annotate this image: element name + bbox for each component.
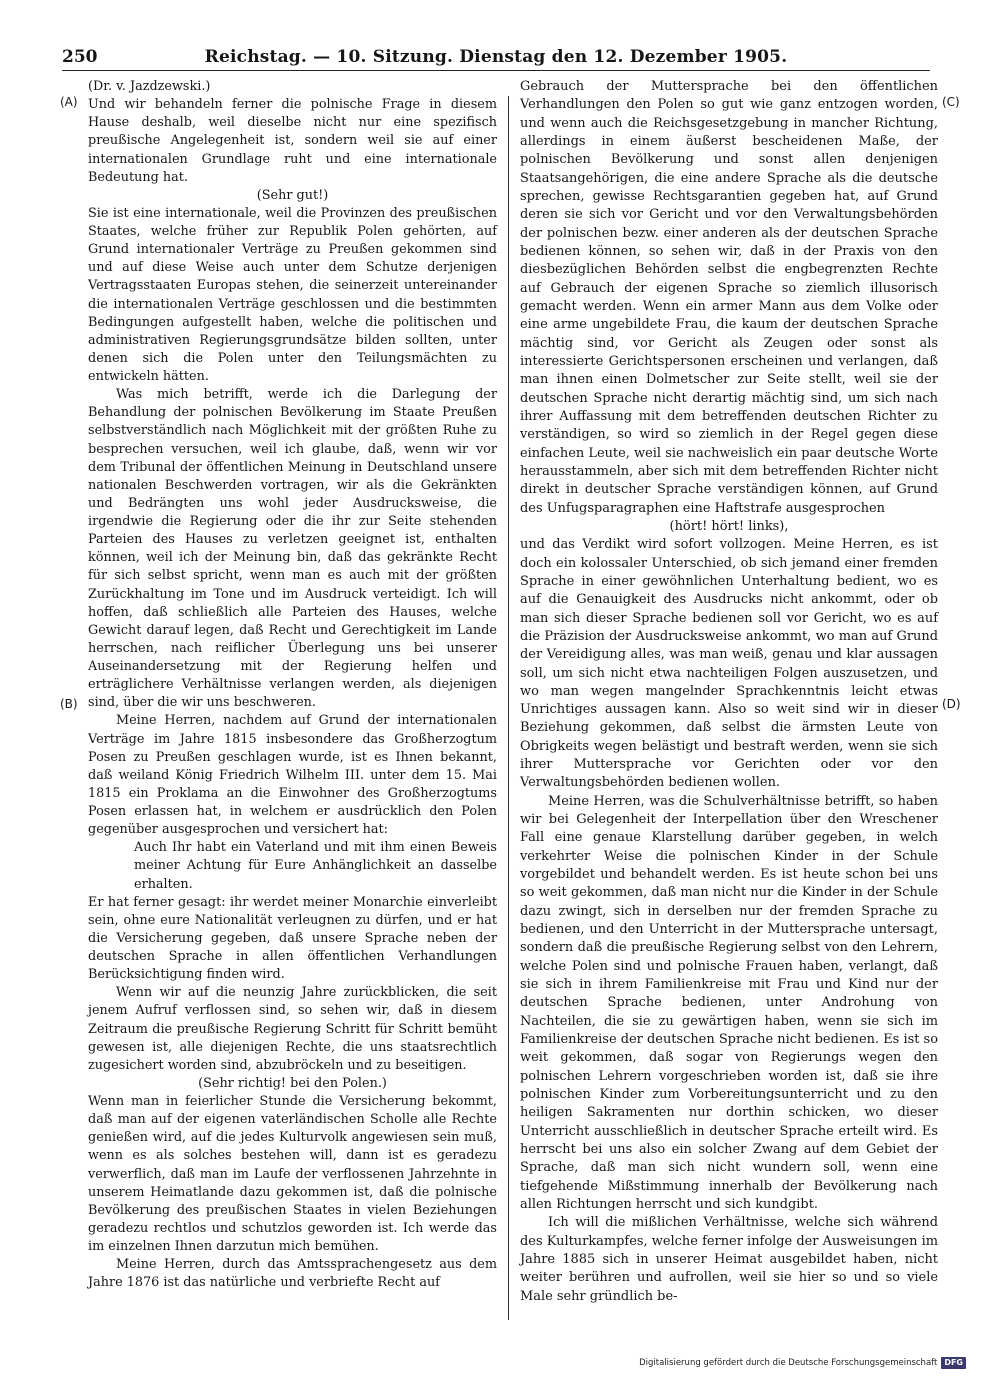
interjection: (hört! hört! links), <box>669 518 789 534</box>
paragraph: Er hat ferner gesagt: ihr werdet meiner Monarchie einverleibt sein, ohne eure Nationalität verleugnen zu dürfen, und er hat die Versicherung gegeben, daß unsere Sprache neben der deutschen Sprache in allen öffentlichen Verhandlungen Berücksichtigung finden wird. <box>88 894 497 983</box>
block-quote: Auch Ihr habt ein Vaterland und mit ihm einen Beweis meiner Achtung für Eure Anhänglichkeit an dasselbe erhalten. <box>134 840 497 892</box>
speaker-label: (Dr. v. Jazdzewski.) <box>88 79 211 94</box>
paragraph: Ich will die mißlichen Verhältnisse, welche sich während des Kulturkampfes, welche ferner infolge der Ausweisungen im Jahre 1885 sich in unserer Heimat ausgebildet haben, nicht weiter berühren und aufrollen, weil sie hier so und so viele Male sehr gründlich be- <box>520 1215 938 1304</box>
running-title: Reichstag. — 10. Sitzung. Dienstag den 12. Dezember 1905. <box>204 47 788 67</box>
paragraph: Was mich betrifft, werde ich die Darlegung der Behandlung der polnischen Bevölkerung im Staate Preußen selbstverständlich nach Möglichkeit mit der größten Ruhe zu besprechen versuchen, weil ich glaube, daß, wenn wir vor dem Tribunal der öffentlichen Meinung in Deutschland unsere nationalen Beschwerden vortragen, wir als die Gekränkten und Bedrängten uns wohl jeder Ausdrucksweise, die irgendwie die Regierung oder die ihr zur Seite stehenden Parteien des Hauses zu verletzen geeignet ist, enthalten können, weil ich der Meinung bin, daß das gekränkte Recht für sich selbst spricht, wenn man es auch mit der größten Zurückhaltung im Tone und im Ausdruck verteidigt. Ich will hoffen, daß schließlich alle Parteien des Hauses, welche Gewicht darauf legen, daß Recht und Gerechtigkeit im Lande herrschen, nach reiflicher Überlegung uns bei unserer Auseinandersetzung mit der Regierung helfen und erträglichere Verhältnisse verlangen werden, als diejenigen sind, über die wir uns beschweren. <box>88 387 497 711</box>
page-header <box>62 46 930 68</box>
paragraph: Meine Herren, durch das Amtssprachengesetz aus dem Jahre 1876 ist das natürliche und verbriefte Recht auf <box>88 1257 497 1291</box>
page-number: 250 <box>62 47 98 67</box>
paragraph: und das Verdikt wird sofort vollzogen. Meine Herren, es ist doch ein kolossaler Unterschied, ob sich jemand einer fremden Sprache in einer gewöhnlichen Unterhaltung bedient, wo es auf die Genauigkeit des Ausdrucks nicht ankommt, oder ob man sich dieser Sprache bedienen soll vor Gericht, wo es auf die Präzision der Ausdrucksweise ankommt, wo man auf Grund der Vereidigung alles, was man weiß, genau und klar aussagen soll, um sich nicht etwa nachteiligen Folgen auszusetzen, und wo man wegen mangelnder Sprachkenntnis leicht etwas Unrichtiges aussagen kann. Also so weit sind wir in dieser Beziehung gekommen, daß selbst die ärmsten Leute von Obrigkeits wegen belästigt und bestraft werden, wenn sie sich ihrer Muttersprache vor Gerichten oder vor den Verwaltungsbehörden bedienen wollen. <box>520 537 938 791</box>
credit-text: Digitalisierung gefördert durch die Deutsche Forschungsgemeinschaft <box>639 1358 938 1368</box>
dfg-logo: DFG <box>941 1357 966 1369</box>
interjection: (Sehr gut!) <box>256 187 329 203</box>
digitization-credit <box>639 1355 966 1371</box>
paragraph: Wenn man in feierlicher Stunde die Versicherung bekommt, daß man auf der eigenen vaterländischen Scholle alle Rechte genießen wird, auf die jedes Kulturvolk angewiesen sein muß, wenn es als solches bestehen will, dann ist es geradezu verwerflich, daß man im Laufe der verflossenen Jahrzehnte in unserem Heimatlande dazu gekommen ist, daß die polnische Bevölkerung des preußischen Staates in vielen Beziehungen geradezu rechtlos und schutzlos geworden ist. Ich werde das im einzelnen Ihnen darzutun mich bemühen. <box>88 1094 497 1254</box>
paragraph: Sie ist eine internationale, weil die Provinzen des preußischen Staates, welche früher zur Republik Polen gehörten, auf Grund internationaler Verträge zu Preußen gekommen sind und auf diese Weise auch unter dem Schutze derjenigen Vertragsstaaten Europas stehen, die seinerzeit untereinander die internationalen Verträge geschlossen und die bestimmten Bedingungen aufgestellt haben, welche die politischen und administrativen Regierungsgrundsätze bilden sollten, unter denen sich die Polen unter den Teilungsmächten zu entwickeln hätten. <box>88 205 497 384</box>
paragraph: Gebrauch der Muttersprache bei den öffentlichen Verhandlungen den Polen so gut wie ganz entzogen worden, und wenn auch die Reichsgesetzgebung in mancher Richtung, allerdings in einem äußerst bescheidenen Maße, der polnischen Bevölkerung und sonst allen denjenigen Staatsangehörigen, die eine andere Sprache als die deutsche sprechen, gewisse Rechtsgarantien gegeben hat, auf Grund deren sie sich vor Gericht und vor den Verwaltungsbehörden der polnischen bezw. einer anderen als der deutschen Sprache bedienen können, so sehen wir, daß in der Praxis von den diesbezüglichen Behörden selbst die engbegrenzten Rechte auf Gebrauch der eigenen Sprache so ziemlich illusorisch gemacht werden. Wenn ein armer Mann aus dem Volke oder eine arme ungebildete Frau, die kaum der deutschen Sprache mächtig sind, vor Gericht als Zeugen oder sonst als interessierte Gerichtspersonen erscheinen und verlangen, daß man ihnen einen Dolmetscher zur Seite stellt, weil sie der deutschen Sprache nicht derartig mächtig sind, um sich nach ihrer Auffassung mit dem betreffenden deutschen Richter zu verständigen, so wird so ziemlich in der Regel gegen diese einfachen Leute, weil sie nachweislich ein paar deutsche Worte herausstammeln, aber sich mit dem betreffenden Richter nicht direkt in deutscher Sprache verständigen können, auf Grund des Unfugsparagraphen eine Haftstrafe ausgesprochen <box>520 79 938 516</box>
paragraph: Meine Herren, nachdem auf Grund der internationalen Verträge im Jahre 1815 insbesondere das Großherzogtum Posen zu Preußen geschlagen wurde, ist es Ihnen bekannt, daß weiland König Friedrich Wilhelm III. unter dem 15. Mai 1815 ein Proklama an die Einwohner des Großherzogtums Posen erlassen hat, in welchem er ausdrücklich den Polen gegenüber ausgesprochen und versichert hat: <box>88 713 497 838</box>
interjection: (Sehr richtig! bei den Polen.) <box>198 1075 387 1091</box>
right-column <box>520 78 938 1306</box>
left-column <box>88 78 497 1292</box>
margin-marker-c: (C) <box>942 95 960 109</box>
margin-marker-d: (D) <box>942 697 961 711</box>
header-rule <box>62 70 930 71</box>
paragraph: Und wir behandeln ferner die polnische Frage in diesem Hause deshalb, weil dieselbe nicht nur eine spezifisch preußische Angelegenheit ist, sondern weil sie auf einer internationalen Grundlage ruht und eine internationale Bedeutung hat. <box>88 97 497 185</box>
paragraph: Meine Herren, was die Schulverhältnisse betrifft, so haben wir bei Gelegenheit der Interpellation über den Wreschener Fall eine genaue Klarstellung darüber gegeben, in welch verkehrter Weise die polnischen Kinder in der Schule vorgebildet und behandelt werden. Es ist heute schon bei uns so weit gekommen, daß man nicht nur die Kinder in der Schule dazu zwingt, sich in derselben nur der fremden Sprache zu bedienen, und den Unterricht in der Muttersprache untersagt, sondern daß die preußische Regierung selbst von den Lehrern, welche Polen sind und polnische Frauen haben, verlangt, daß sie sich in ihrem Familienkreise mit Frau und Kind nur der deutschen Sprache bedienen, unter Androhung von Nachteilen, die sie zu gewärtigen haben, wenn sie sich im Familienkreise der deutschen Sprache nicht bedienen. Es ist so weit gekommen, daß sogar von Regierungs wegen den polnischen Lehrern vorgeschrieben worden ist, daß sie ihre polnischen Kinder zum Vorbereitungsunterricht und zu den heiligen Sakramenten nur dorthin schicken, wo dieser Unterricht ausschließlich in deutscher Sprache erteilt wird. Es herrscht bei uns also ein solcher Zwang auf dem Gebiet der Sprache, daß man sich nicht wundern soll, wenn eine tiefgehende Mißstimmung innerhalb der Bevölkerung nach allen Richtungen herrscht und sich kundgibt. <box>520 793 938 1213</box>
paragraph: Wenn wir auf die neunzig Jahre zurückblicken, die seit jenem Aufruf verflossen sind, so sehen wir, daß in diesem Zeitraum die preußische Regierung Schritt für Schritt bemüht gewesen ist, alle diejenigen Rechte, die uns staatsrechtlich zugesichert worden sind, abzubröckeln und zu beseitigen. <box>88 985 497 1073</box>
margin-marker-a: (A) <box>60 95 78 109</box>
margin-marker-b: (B) <box>60 697 78 711</box>
column-separator <box>508 96 509 1320</box>
